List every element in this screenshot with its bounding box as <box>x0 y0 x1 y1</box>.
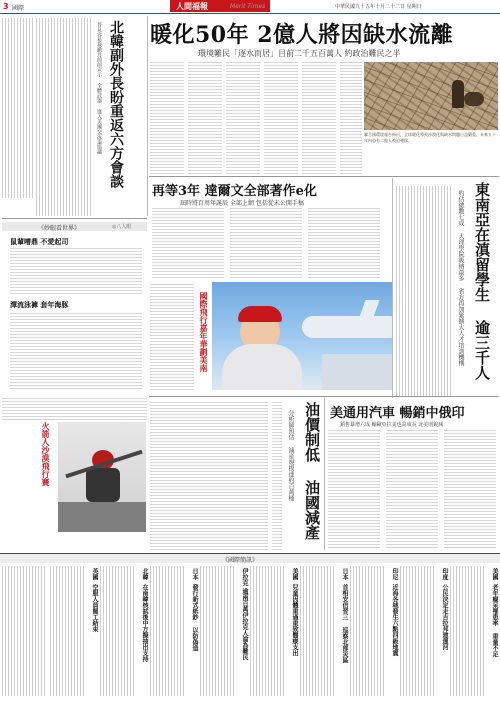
briefs-title: 《國際簡訊》 <box>222 557 259 564</box>
brief-item <box>150 566 200 696</box>
darwin-headline: 再等3年 達爾文全部著作e化 <box>152 184 317 199</box>
brief-item <box>400 566 450 696</box>
brief-item <box>50 566 100 696</box>
brief-item <box>350 566 400 696</box>
brief-place: 英國 <box>91 568 98 580</box>
oil-body-right <box>272 400 282 550</box>
brief-leftover-text <box>2 566 46 696</box>
issue-date: 中華民國九十五年十月二十二日 星期日 <box>335 4 422 10</box>
airshow-photo <box>212 282 392 390</box>
paraglider-photo <box>58 422 146 532</box>
left-text-column <box>2 18 34 198</box>
left-column-headline: 北韓副外長盼重返六方會談 <box>108 20 124 188</box>
darwin-body <box>150 208 390 280</box>
briefs-area <box>0 566 500 698</box>
logo-cn: 人間福報 <box>176 1 208 11</box>
main-subhead: 環境難民「逐水而居」目前二千五百萬人 約政治難民之半 <box>198 49 401 58</box>
oil-headline: 油價制低 油國減產 <box>303 402 321 540</box>
oil-body-left <box>150 400 268 550</box>
page-number: 3 <box>3 2 9 11</box>
briefs-header <box>0 554 500 563</box>
sea-subhead: 約佔總數七成 大理學院吸納最多 省方再加緊擴大人才培訓機構 <box>457 190 464 366</box>
brief-place: 北韓 <box>141 568 148 580</box>
sidebar-item-title: 潭流泳褲 套年海豚 <box>10 301 69 309</box>
brief-item <box>200 566 250 696</box>
airshow-photo-caption: 國際飛行嘉年華劃美南 <box>199 292 208 372</box>
brief-title: 發行新式紙鈔 以防偽造 <box>191 584 198 651</box>
sidebar-item-body <box>10 248 142 294</box>
logo-en: Merit Times <box>230 3 266 10</box>
brief-item <box>450 566 500 696</box>
brief-item <box>100 566 150 696</box>
main-article-body <box>150 62 362 174</box>
airplane-shape <box>302 316 392 338</box>
sea-headline: 東南亞在滇留學生 逾三千人 <box>473 182 491 380</box>
sidebar-box-title: 《妙眼看世界》 <box>38 225 81 232</box>
desert-photo <box>364 62 498 130</box>
auto-subhead: 銷售暴增六成 輸歐亞拉美也高成長 北美則銳減 <box>340 422 444 428</box>
left-column-subhead: 晉見容易裁撤月前前宣示 全體武器 進入美國交流道協議 <box>96 22 102 154</box>
masthead <box>0 0 500 14</box>
oil-subhead: 分析師預估 減產規模達約百萬桶 <box>287 410 294 501</box>
brief-place: 日本 <box>341 568 348 580</box>
brief-place: 美國 <box>291 568 298 580</box>
left-column-article <box>36 18 144 216</box>
brief-place: 伊拉克 <box>241 568 248 586</box>
brief-place: 印尼 <box>391 568 398 580</box>
sidebar-box <box>2 222 147 394</box>
desert-photo-caption: 聯合國環境報告指出，全球暖化導致沙漠化與缺水問題日益嚴重，未來五十年內恐有二億人被迫遷移。 <box>364 132 496 143</box>
brief-place: 日本 <box>191 568 198 580</box>
sidebar-box-byline: ◎八人眼 <box>112 224 132 230</box>
brief-place: 印度 <box>441 568 448 580</box>
sidebar-item-body <box>10 311 142 389</box>
brief-place: 美國 <box>491 568 498 580</box>
sea-body <box>396 186 452 396</box>
darwin-subhead: 屆時將百周年誕辰 全部上網 包括從未公開手稿 <box>180 200 304 207</box>
brief-title: 老年癡呆罹患率 重量不足 <box>491 584 498 657</box>
main-headline: 暖化50年 2億人將因缺水流離 <box>150 22 454 48</box>
brief-title: 公民決定走吉拉邦建運河 <box>441 584 448 650</box>
auto-headline: 美通用汽車 暢銷中俄印 <box>330 406 465 421</box>
sidebar-item-title: 鼠輩嘈鼎 不愛起司 <box>10 238 69 246</box>
paraglider-text <box>2 398 147 420</box>
paraglider-caption: 火箭人沙漠飛行賽 <box>41 422 50 486</box>
brief-item <box>300 566 350 696</box>
brief-title: 兒童因體重過重致醫療支出 <box>291 584 298 656</box>
brief-title: 首相安倍晉三 巡察北部災區 <box>341 584 348 663</box>
brief-title: 逾兩百萬伊拉克人淪為難民 <box>241 588 248 660</box>
brief-item <box>250 566 300 696</box>
brief-title: 空服人員罷工結束 <box>91 584 98 632</box>
brief-title: 近海各城發生六點四級地震 <box>391 584 398 656</box>
brief-title: 在南韓核試後中方擬抽出支持 <box>141 584 148 662</box>
airshow-side-text <box>150 282 194 390</box>
sidebar-box-header <box>2 222 147 231</box>
section-label: 國際 <box>12 5 25 12</box>
auto-body <box>328 430 498 550</box>
